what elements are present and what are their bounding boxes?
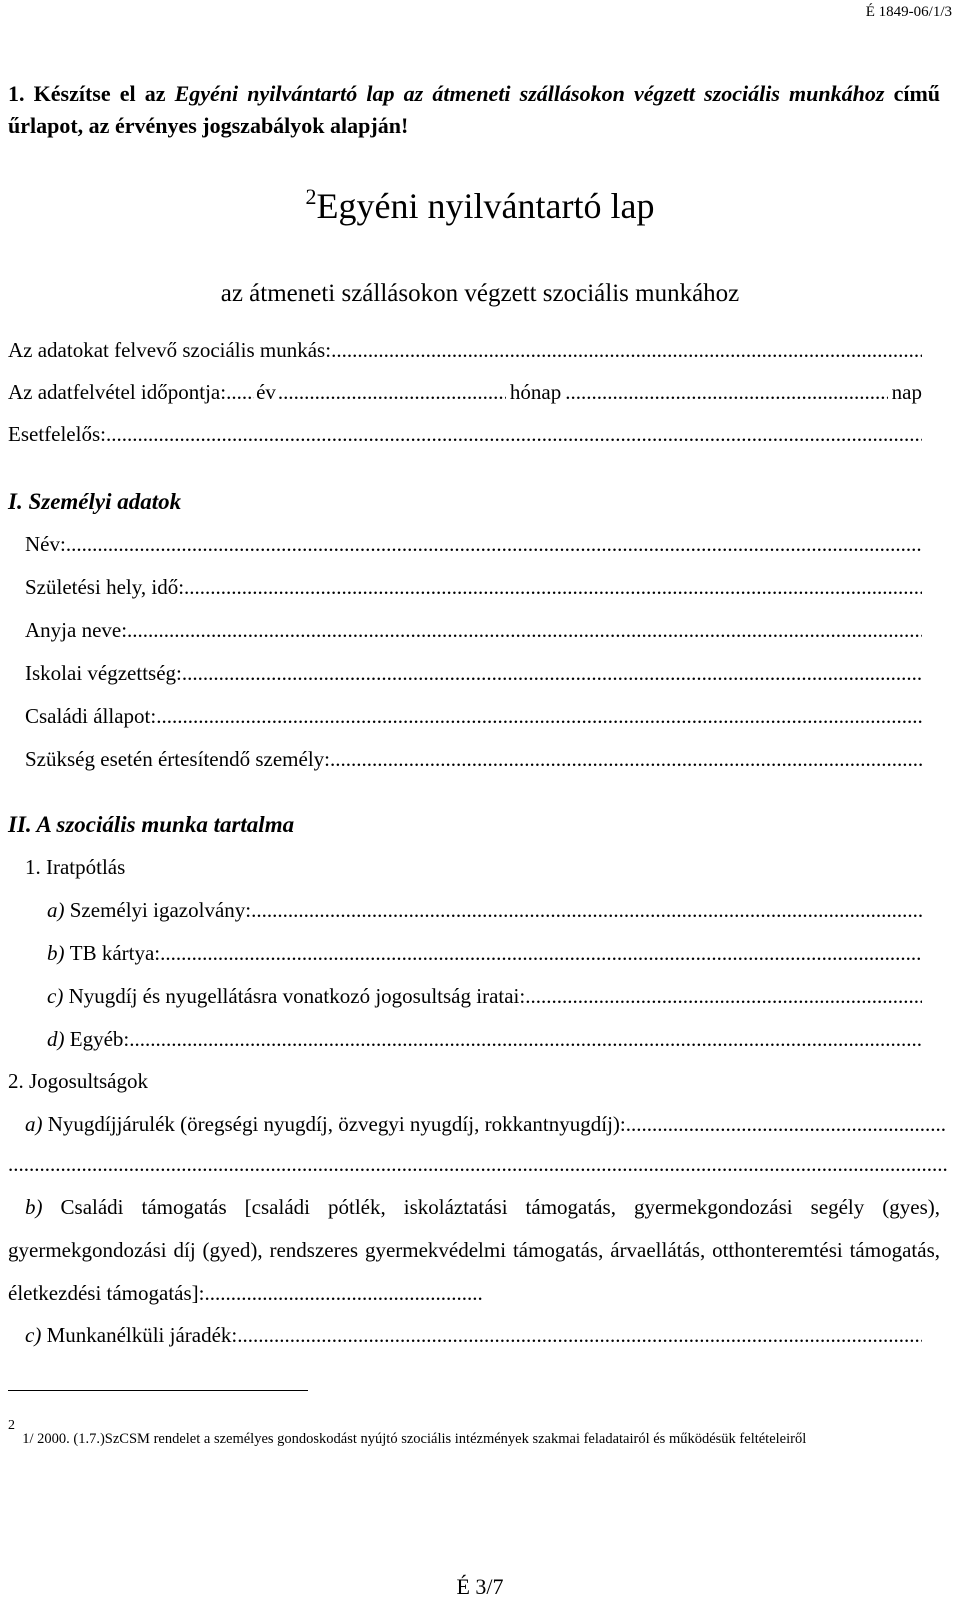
fill-dots [106,422,922,447]
fill-dots [278,380,506,405]
fill-dots [182,661,922,686]
month-label: hónap [509,380,562,404]
tb-card-label: TB kártya: [69,941,161,965]
unemployment-benefit-label: Munkanélküli járadék: [46,1323,238,1347]
pension-contribution-label: Nyugdíjjárulék (öregségi nyugdíj, özvegyi nyugdíj, rokkantnyugdíj): [47,1112,626,1136]
fill-dots [331,338,922,363]
task-instruction [8,78,940,142]
emergency-contact-field[interactable] [25,747,922,772]
social-worker-label: Az adatokat felvevő szociális munkás: [8,338,332,362]
section-personal-data-title: I. Személyi adatok [8,489,182,514]
fill-dots [160,941,922,966]
item-letter: c) [25,1323,42,1347]
tb-card-field[interactable] [47,941,922,966]
fill-dots [8,1152,947,1177]
entitlements-subsection-title: 2. Jogosultságok [8,1069,149,1093]
fill-dots [251,898,922,923]
fill-dots [565,380,887,405]
emergency-contact-label: Szükség esetén értesítendő személy: [25,747,330,771]
marital-status-field[interactable] [25,704,922,729]
day-label: nap [891,380,922,404]
fill-dots [330,747,922,772]
year-label: év [256,380,276,404]
fill-dots [66,532,922,557]
other-field[interactable] [47,1027,922,1052]
responsible-label: Esetfelelős: [8,422,106,446]
fill-dots [156,704,922,729]
footnote-text: 1/ 2000. (1.7.)SzCSM rendelet a személyes gondoskodást nyújtó szociális intézmények szakmai feladatairól és működésük feltételeiről [22,1431,807,1447]
id-card-field[interactable] [47,898,922,923]
task-pre: Készítse el az [33,81,166,106]
responsible-field[interactable] [8,422,922,447]
marital-status-label: Családi állapot: [25,704,157,728]
pension-documents-label: Nyugdíj és nyugellátásra vonatkozó jogosultság iratai: [68,984,526,1008]
name-label: Név: [25,532,66,556]
birth-field[interactable] [25,575,922,600]
other-label: Egyéb: [69,1027,130,1051]
id-card-label: Személyi igazolvány: [69,898,252,922]
family-support-label: Családi támogatás [családi pótlék, iskoláztatási támogatás, gyermekgondozási segély (gyes), gyermekgondozási díj (gyed), rendszeres gyermekvédelmi támogatás, árvaellátás, otthonteremtési támogatás, életkezdési támogatás]: [8,1195,940,1305]
item-letter: a) [47,898,65,922]
date-label: Az adatfelvétel időpontja: [8,380,227,404]
fill-dots [226,380,254,405]
unemployment-benefit-field[interactable] [25,1323,922,1348]
title-footnote-mark: 2 [305,184,317,209]
section-social-work-title: II. A szociális munka tartalma [8,812,295,837]
fill-dots [127,618,922,643]
mother-name-label: Anyja neve: [25,618,128,642]
name-field[interactable] [25,532,922,557]
footnote-mark: 2 [8,1418,15,1433]
document-code: É 1849-06/1/3 [865,4,952,20]
education-label: Iskolai végzettség: [25,661,182,685]
education-field[interactable] [25,661,922,686]
item-letter: c) [47,984,64,1008]
fill-dots [129,1027,922,1052]
documents-subsection-title: 1. Iratpótlás [25,855,126,879]
item-letter: a) [25,1112,43,1136]
item-letter: b) [47,941,65,965]
footnote-divider [8,1390,308,1391]
task-number: 1. [8,81,25,106]
birth-label: Születési hely, idő: [25,575,185,599]
family-support-field[interactable]: b) Családi támogatás [családi pótlék, iskoláztatási támogatás, gyermekgondozási segély (gyes), gyermekgondozási díj (gyed), rendszeres gyermekvédelmi támogatás, árvaellátás, otthonteremtési támogatás, életkezdési támogatás]:..................................................... [8,1195,940,1305]
form-subtitle: az átmeneti szállásokon végzett szociális munkához [220,280,740,307]
task-form-title: Egyéni nyilvántartó lap az átmeneti szállásokon végzett szociális munkához [174,81,885,106]
date-field[interactable] [8,380,922,405]
pension-documents-field[interactable] [47,984,922,1009]
footnote [8,1418,806,1448]
fill-dots [184,575,922,600]
fill-dots [237,1323,922,1348]
page-number: É 3/7 [456,1574,504,1599]
fill-dots [626,1112,947,1137]
item-letter: d) [47,1027,65,1051]
form-title [0,184,960,227]
social-worker-field[interactable] [8,338,922,363]
continuation-line[interactable] [8,1152,947,1177]
fill-dots [525,984,922,1009]
task-post: című űrlapot, az érvényes jogszabályok alapján! [8,81,941,138]
mother-name-field[interactable] [25,618,922,643]
title-text: Egyéni nyilvántartó lap [316,186,655,226]
item-letter: b) [25,1195,43,1219]
pension-contribution-field[interactable] [25,1112,947,1137]
